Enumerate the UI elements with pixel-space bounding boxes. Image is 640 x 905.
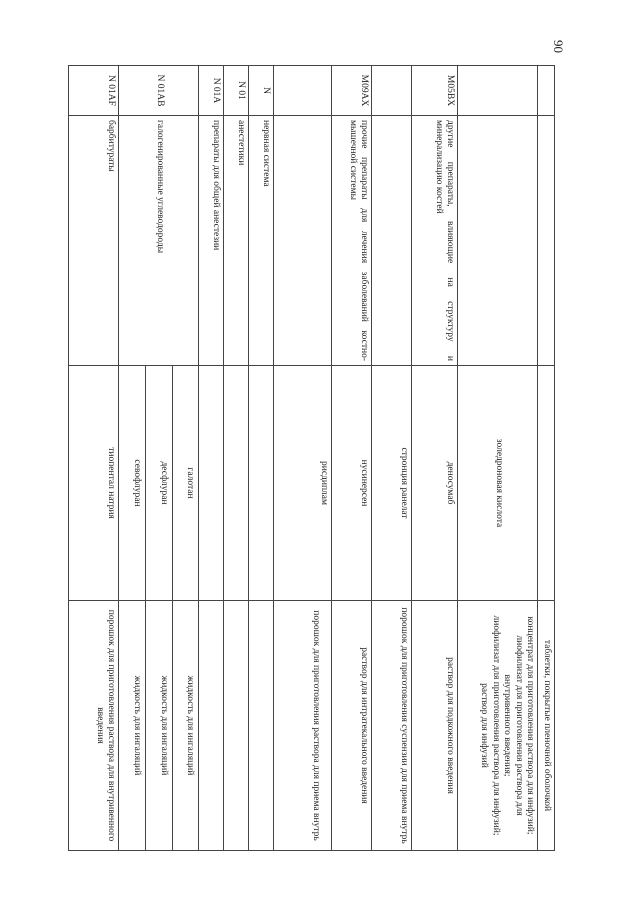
dosage-form-cell [69, 601, 119, 851]
dosage-form-line: порошок для приготовления раствора для внутривенного введения [95, 609, 117, 842]
atc-code-cell: N 01AB [119, 66, 199, 116]
group-name-cell: прочие препараты для лечения заболеваний костно-мышечной системы [332, 116, 372, 366]
inn-cell: рисдиплам [274, 366, 332, 601]
group-name-cell: галогенированные углеводороды [119, 116, 199, 366]
inn-cell: стронция ранелат [372, 366, 412, 601]
group-name-cell [274, 116, 332, 366]
table-row [538, 66, 555, 851]
dosage-form-line: таблетки, покрытые пленочной оболочкой [542, 639, 552, 812]
group-name-cell: барбитураты [69, 116, 119, 366]
inn-cell [224, 366, 249, 601]
table-row [412, 66, 458, 851]
atc-code-cell [458, 66, 538, 116]
group-name-cell: анестетики [224, 116, 249, 366]
atc-code-cell: N 01 [224, 66, 249, 116]
inn-cell: тиопентал натрия [69, 366, 119, 601]
inn-cell [538, 366, 555, 601]
drug-list-table [69, 65, 556, 851]
dosage-form-line: лиофилизат для приготовления раствора для внутривенного введения; [502, 635, 524, 816]
table-row [332, 66, 372, 851]
table-row [199, 66, 224, 851]
group-name-cell: нервная система [249, 116, 274, 366]
group-name-cell: препараты для общей анестезии [199, 116, 224, 366]
table-row [249, 66, 274, 851]
atc-code-cell: M09AX [332, 66, 372, 116]
atc-code-cell: N 01A [199, 66, 224, 116]
inn-cell [249, 366, 274, 601]
rotated-table-container [70, 65, 555, 850]
dosage-form-cell [412, 601, 458, 851]
atc-code-cell [372, 66, 412, 116]
dosage-form-subitem: жидкость для ингаляций [119, 601, 146, 850]
inn-cell: нусинерсен [332, 366, 372, 601]
atc-code-cell: M05BX [412, 66, 458, 116]
dosage-form-cell [458, 601, 538, 851]
dosage-form-line: раствор для интратекального введения [359, 647, 370, 804]
atc-code-cell: N [249, 66, 274, 116]
table-row [224, 66, 249, 851]
inn-cell [119, 366, 199, 601]
dosage-form-cell [249, 601, 274, 851]
table-row [274, 66, 332, 851]
dosage-form-line: раствор для инфузий [479, 683, 490, 768]
dosage-form-cell [538, 601, 555, 851]
group-name-cell: другие препараты, влияющие на структуру и минерализацию костей [412, 116, 458, 366]
dosage-form-subitem: жидкость для ингаляций [185, 675, 196, 776]
inn-subitem: галотан [185, 467, 196, 499]
dosage-form-cell [224, 601, 249, 851]
atc-code-cell [538, 66, 555, 116]
dosage-form-line: раствор для подкожного введения [445, 657, 456, 794]
inn-subitem: севофлуран [119, 366, 146, 600]
inn-cell: деносумаб [412, 366, 458, 601]
dosage-form-line: лиофилизат для приготовления раствора для инфузий; [491, 615, 501, 836]
inn-subitem: десфлуран [146, 366, 173, 600]
page-number: 90 [551, 40, 566, 53]
atc-code-cell: N 01AF [69, 66, 119, 116]
dosage-form-line: порошок для приготовления суспензии для приема внутрь [399, 607, 410, 844]
dosage-form-subitem: жидкость для ингаляций [146, 601, 173, 850]
dosage-form-cell [332, 601, 372, 851]
group-name-cell [372, 116, 412, 366]
group-name-cell [538, 116, 555, 366]
dosage-form-cell [372, 601, 412, 851]
group-name-cell [458, 116, 538, 366]
table-row [372, 66, 412, 851]
dosage-form-cell [119, 601, 199, 851]
table-row [458, 66, 538, 851]
table-row [119, 66, 199, 851]
atc-code-cell [274, 66, 332, 116]
inn-cell: золедроновая кислота [458, 366, 538, 601]
dosage-form-cell [274, 601, 332, 851]
dosage-form-line: концентрат для приготовления раствора для инфузий; [525, 616, 536, 835]
inn-cell [199, 366, 224, 601]
dosage-form-cell [199, 601, 224, 851]
table-row [69, 66, 119, 851]
dosage-form-line: порошок для приготовления раствора для приема внутрь [311, 610, 322, 841]
